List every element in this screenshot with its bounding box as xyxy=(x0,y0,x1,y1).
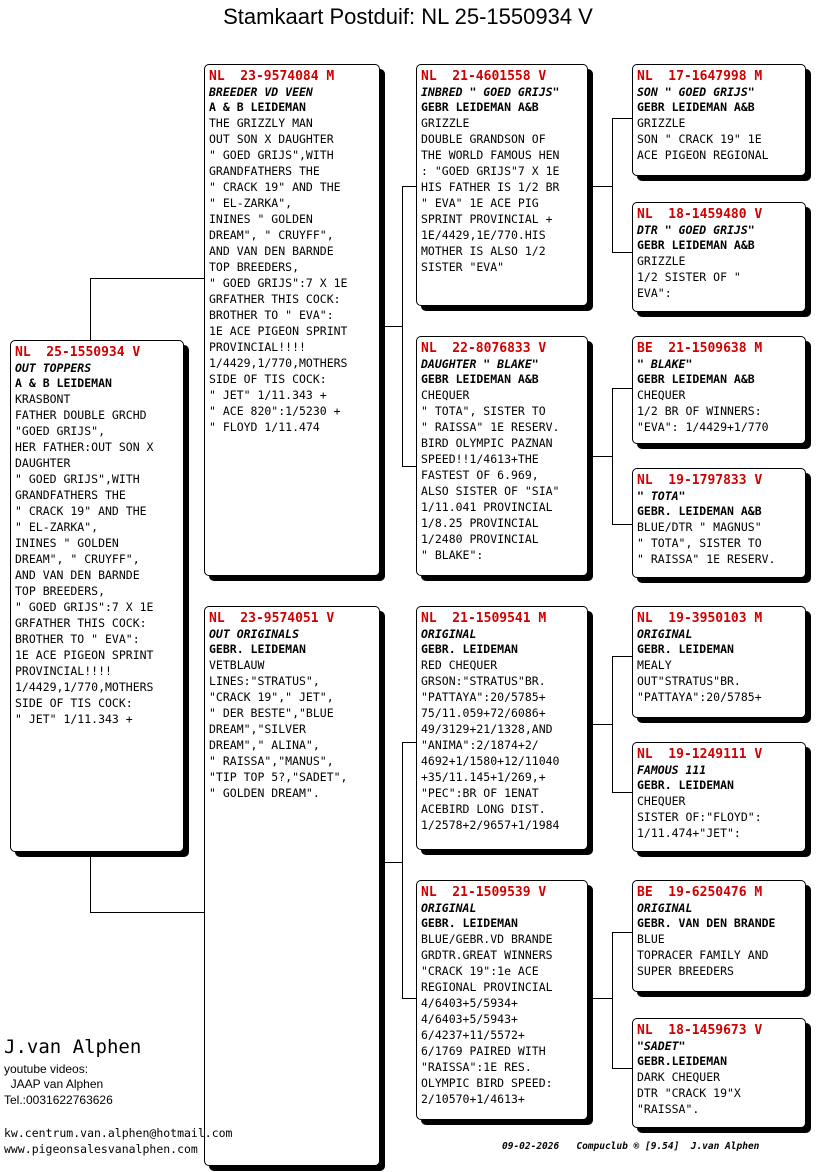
ring-number: NL 18-1459480 V xyxy=(637,207,763,222)
breeder-youtube: youtube videos: xyxy=(4,1062,89,1076)
info-line: TOP BREEDERS, xyxy=(209,260,300,274)
pigeon-name: FAMOUS 111 xyxy=(637,763,707,777)
info-line: OLYMPIC BIRD SPEED: xyxy=(421,1076,553,1090)
info-line: 49/3129+21/1328,AND xyxy=(421,722,553,736)
pigeon-color: CHEQUER xyxy=(637,794,686,808)
info-line: DOUBLE GRANDSON OF xyxy=(421,132,546,146)
ring-number: NL 18-1459673 V xyxy=(637,1023,763,1038)
connector xyxy=(612,118,634,119)
info-line: " GOED GRIJS":7 X 1E xyxy=(15,600,154,614)
pigeon-color: CHEQUER xyxy=(637,388,686,402)
connector xyxy=(612,524,634,525)
info-line: " JET" 1/11.343 + xyxy=(15,712,133,726)
owner-name: GEBR. LEIDEMAN xyxy=(637,778,734,792)
pigeon-color: RED CHEQUER xyxy=(421,658,498,672)
ring-number: NL 19-3950103 M xyxy=(637,611,763,626)
info-line: SIDE OF TIS COCK: xyxy=(15,696,133,710)
info-line: BROTHER TO " EVA": xyxy=(209,308,334,322)
info-line: " TOTA", SISTER TO xyxy=(637,536,762,550)
connector xyxy=(90,912,204,913)
pigeon-name: " TOTA" xyxy=(637,489,686,503)
pigeon-color: GRIZZLE xyxy=(637,116,686,130)
info-line: TOPRACER FAMILY AND xyxy=(637,948,769,962)
ring-number: NL 19-1797833 V xyxy=(637,473,763,488)
pigeon-color: MEALY xyxy=(637,658,672,672)
pigeon-color: CHEQUER xyxy=(421,388,470,402)
owner-name: GEBR. LEIDEMAN xyxy=(421,642,518,656)
breeder-email[interactable]: kw.centrum.van.alphen@hotmail.com xyxy=(4,1126,233,1140)
pigeon-color: BLUE/GEBR.VD BRANDE xyxy=(421,932,553,946)
info-line: : "GOED GRIJS"7 X 1E xyxy=(421,164,560,178)
connector xyxy=(590,724,612,725)
pigeon-color: DARK CHEQUER xyxy=(637,1070,721,1084)
info-line: "GOED GRIJS", xyxy=(15,424,106,438)
pigeon-name: ORIGINAL xyxy=(637,901,693,915)
info-line: " DER BESTE","BLUE xyxy=(209,706,334,720)
info-line: "EVA": 1/4429+1/770 xyxy=(637,420,769,434)
info-line: AND VAN DEN BARNDE xyxy=(209,244,334,258)
pigeon-color: THE GRIZZLY MAN xyxy=(209,116,313,130)
info-line: EVA": xyxy=(637,286,672,300)
connector xyxy=(612,932,613,1068)
pigeon-card-fmf[interactable] xyxy=(632,336,806,444)
info-line: OUT"STRATUS"BR. xyxy=(637,674,741,688)
connector xyxy=(90,278,91,342)
info-line: " EL-ZARKA", xyxy=(209,196,293,210)
info-line: FATHER DOUBLE GRCHD xyxy=(15,408,147,422)
info-line: LINES:"STRATUS", xyxy=(209,674,320,688)
info-line: ACEBIRD LONG DIST. xyxy=(421,802,546,816)
pigeon-card-mm[interactable] xyxy=(416,880,588,1120)
pigeon-name: BREEDER VD VEEN xyxy=(209,85,313,99)
info-line: 1E ACE PIGEON SPRINT xyxy=(15,648,154,662)
info-line: 1/2 BR OF WINNERS: xyxy=(637,404,762,418)
info-line: "ANIMA":2/1874+2/ xyxy=(421,738,539,752)
owner-name: GEBR LEIDEMAN A&B xyxy=(637,238,755,252)
info-line: " TOTA", SISTER TO xyxy=(421,404,546,418)
info-line: 4/6403+5/5943+ xyxy=(421,1012,518,1026)
owner-name: GEBR. VAN DEN BRANDE xyxy=(637,916,776,930)
info-line: PROVINCIAL!!!! xyxy=(209,340,306,354)
info-line: DREAM", " CRUYFF", xyxy=(15,552,140,566)
pigeon-card-fmm[interactable] xyxy=(632,468,806,578)
info-line: "PATTAYA":20/5785+ xyxy=(637,690,762,704)
ring-number: NL 22-8076833 V xyxy=(421,341,547,356)
info-line: 1/11.041 PROVINCIAL xyxy=(421,500,553,514)
owner-name: GEBR. LEIDEMAN A&B xyxy=(637,504,762,518)
pigeon-card-father[interactable] xyxy=(204,64,380,576)
info-line: 4/6403+5/5934+ xyxy=(421,996,518,1010)
breeder-website[interactable]: www.pigeonsalesvanalphen.com xyxy=(4,1142,198,1156)
info-line: BIRD OLYMPIC PAZNAN xyxy=(421,436,553,450)
info-line: 1/4429,1/770,MOTHERS xyxy=(209,356,348,370)
pigeon-name: ORIGINAL xyxy=(421,901,477,915)
info-line: DREAM","SILVER xyxy=(209,722,306,736)
connector xyxy=(90,278,204,279)
ring-number: NL 21-1509539 V xyxy=(421,885,547,900)
info-line: GRSON:"STRATUS"BR. xyxy=(421,674,546,688)
pigeon-name: ORIGINAL xyxy=(421,627,477,641)
pigeon-color: BLUE/DTR " MAGNUS" xyxy=(637,520,762,534)
owner-name: GEBR LEIDEMAN A&B xyxy=(421,100,539,114)
pigeon-name: OUT TOPPERS xyxy=(15,361,92,375)
info-line: DTR "CRACK 19"X xyxy=(637,1086,741,1100)
connector xyxy=(612,388,634,389)
pigeon-name: OUT ORIGINALS xyxy=(209,627,300,641)
info-line: 1/2 SISTER OF " xyxy=(637,270,741,284)
info-line: "CRACK 19":1e ACE xyxy=(421,964,539,978)
info-line: " GOED GRIJS",WITH xyxy=(15,472,140,486)
info-line: SPEED!!1/4613+THE xyxy=(421,452,539,466)
breeder-phone: Tel.:0031622763626 xyxy=(4,1093,113,1107)
connector xyxy=(612,252,634,253)
ring-number: NL 23-9574084 M xyxy=(209,69,335,84)
pigeon-card-ff[interactable] xyxy=(416,64,588,306)
info-line: 1/8.25 PROVINCIAL xyxy=(421,516,539,530)
info-line: HIS FATHER IS 1/2 BR xyxy=(421,180,560,194)
connector xyxy=(402,742,403,998)
connector xyxy=(90,850,91,912)
ring-number: NL 21-4601558 V xyxy=(421,69,547,84)
info-line: AND VAN DEN BARNDE xyxy=(15,568,140,582)
pigeon-card-mfm[interactable] xyxy=(632,742,806,852)
owner-name: GEBR LEIDEMAN A&B xyxy=(637,372,755,386)
info-line: " FLOYD 1/11.474 xyxy=(209,420,320,434)
info-line: ININES " GOLDEN xyxy=(209,212,313,226)
pigeon-name: DAUGHTER " BLAKE" xyxy=(421,357,539,371)
connector xyxy=(590,186,612,187)
pigeon-card-mff[interactable] xyxy=(632,606,806,718)
pigeon-name: " BLAKE" xyxy=(637,357,693,371)
ring-number: BE 19-6250476 M xyxy=(637,885,763,900)
info-line: GRFATHER THIS COCK: xyxy=(209,292,341,306)
info-line: 1/2480 PROVINCIAL xyxy=(421,532,539,546)
pigeon-color: GRIZZLE xyxy=(421,116,470,130)
pigeon-card-subject[interactable] xyxy=(10,340,184,852)
info-line: SISTER "EVA" xyxy=(421,260,505,274)
pigeon-card-mf[interactable] xyxy=(416,606,588,850)
connector xyxy=(590,998,612,999)
info-line: ININES " GOLDEN xyxy=(15,536,119,550)
info-line: 1E/4429,1E/770.HIS xyxy=(421,228,546,242)
info-line: DREAM", " CRUYFF", xyxy=(209,228,334,242)
info-line: SPRINT PROVINCIAL + xyxy=(421,212,553,226)
info-line: SISTER OF:"FLOYD": xyxy=(637,810,762,824)
info-line: 6/1769 PAIRED WITH xyxy=(421,1044,546,1058)
footer-stamp: 09-02-2026 Compuclub ® [9.54] J.van Alphen xyxy=(502,1141,760,1152)
ring-number: NL 23-9574051 V xyxy=(209,611,335,626)
info-line: " RAISSA","MANUS", xyxy=(209,754,334,768)
connector xyxy=(612,792,634,793)
breeder-contact: JAAP van Alphen xyxy=(4,1077,104,1091)
info-line: MOTHER IS ALSO 1/2 xyxy=(421,244,546,258)
info-line: " RAISSA" 1E RESERV. xyxy=(421,420,560,434)
info-line: 2/10570+1/4613+ xyxy=(421,1092,525,1106)
pigeon-name: "SADET" xyxy=(637,1039,686,1053)
connector xyxy=(612,656,634,657)
info-line: " RAISSA" 1E RESERV. xyxy=(637,552,776,566)
info-line: "TIP TOP 5?,"SADET", xyxy=(209,770,348,784)
info-line: HER FATHER:OUT SON X xyxy=(15,440,154,454)
info-line: " GOLDEN DREAM". xyxy=(209,786,320,800)
info-line: SIDE OF TIS COCK: xyxy=(209,372,327,386)
info-line: "CRACK 19"," JET", xyxy=(209,690,334,704)
connector xyxy=(402,186,403,466)
info-line: DAUGHTER xyxy=(15,456,71,470)
pigeon-color: KRASBONT xyxy=(15,392,71,406)
info-line: " CRACK 19" AND THE xyxy=(15,504,147,518)
info-line: 1/4429,1/770,MOTHERS xyxy=(15,680,154,694)
info-line: GRANDFATHERS THE xyxy=(209,164,320,178)
info-line: " GOED GRIJS",WITH xyxy=(209,148,334,162)
connector xyxy=(612,656,613,792)
info-line: " JET" 1/11.343 + xyxy=(209,388,327,402)
ring-number: NL 19-1249111 V xyxy=(637,747,763,762)
owner-name: GEBR.LEIDEMAN xyxy=(637,1054,728,1068)
info-line: GRANDFATHERS THE xyxy=(15,488,126,502)
info-line: " EVA" 1E ACE PIG xyxy=(421,196,539,210)
info-line: GRDTR.GREAT WINNERS xyxy=(421,948,553,962)
pigeon-name: ORIGINAL xyxy=(637,627,693,641)
info-line: PROVINCIAL!!!! xyxy=(15,664,112,678)
pigeon-name: DTR " GOED GRIJS" xyxy=(637,223,755,237)
pigeon-card-mother[interactable] xyxy=(204,606,380,1166)
info-line: " EL-ZARKA", xyxy=(15,520,99,534)
info-line: OUT SON X DAUGHTER xyxy=(209,132,334,146)
info-line: " CRACK 19" AND THE xyxy=(209,180,341,194)
ring-number: BE 21-1509638 M xyxy=(637,341,763,356)
ring-number: NL 17-1647998 M xyxy=(637,69,763,84)
owner-name: A & B LEIDEMAN xyxy=(15,376,112,390)
connector xyxy=(612,388,613,524)
info-line: REGIONAL PROVINCIAL xyxy=(421,980,553,994)
info-line: BROTHER TO " EVA": xyxy=(15,632,140,646)
info-line: GRFATHER THIS COCK: xyxy=(15,616,147,630)
info-line: " GOED GRIJS":7 X 1E xyxy=(209,276,348,290)
pigeon-name: SON " GOED GRIJS" xyxy=(637,85,755,99)
ring-number: NL 21-1509541 M xyxy=(421,611,547,626)
info-line: 1E ACE PIGEON SPRINT xyxy=(209,324,348,338)
pigeon-color: VETBLAUW xyxy=(209,658,265,672)
info-line: "RAISSA":1E RES. xyxy=(421,1060,532,1074)
page-title: Stamkaart Postduif: NL 25-1550934 V xyxy=(223,4,593,29)
ring-number: NL 25-1550934 V xyxy=(15,345,141,360)
owner-name: GEBR LEIDEMAN A&B xyxy=(421,372,539,386)
pigeon-card-fff[interactable] xyxy=(632,64,806,176)
info-line: +35/11.145+1/269,+ xyxy=(421,770,546,784)
info-line: "RAISSA". xyxy=(637,1102,700,1116)
info-line: "PEC":BR OF 1ENAT xyxy=(421,786,539,800)
pigeon-card-fm[interactable] xyxy=(416,336,588,576)
connector xyxy=(612,1068,634,1069)
info-line: 1/2578+2/9657+1/1984 xyxy=(421,818,560,832)
info-line: ACE PIGEON REGIONAL xyxy=(637,148,769,162)
info-line: ALSO SISTER OF "SIA" xyxy=(421,484,560,498)
pigeon-card-mmm[interactable] xyxy=(632,1018,806,1128)
pigeon-name: INBRED " GOED GRIJS" xyxy=(421,85,560,99)
info-line: 4692+1/1580+12/11040 xyxy=(421,754,560,768)
pigeon-color: BLUE xyxy=(637,932,665,946)
info-line: THE WORLD FAMOUS HEN xyxy=(421,148,560,162)
info-line: TOP BREEDERS, xyxy=(15,584,106,598)
info-line: SON " CRACK 19" 1E xyxy=(637,132,762,146)
breeder-name: J.van Alphen xyxy=(4,1036,142,1058)
info-line: FASTEST OF 6.969, xyxy=(421,468,539,482)
pigeon-card-mmf[interactable] xyxy=(632,880,806,992)
owner-name: GEBR. LEIDEMAN xyxy=(421,916,518,930)
owner-name: GEBR LEIDEMAN A&B xyxy=(637,100,755,114)
connector xyxy=(382,862,402,863)
info-line: 1/11.474+"JET": xyxy=(637,826,741,840)
info-line: SUPER BREEDERS xyxy=(637,964,734,978)
info-line: " ACE 820":1/5230 + xyxy=(209,404,341,418)
owner-name: A & B LEIDEMAN xyxy=(209,100,306,114)
pigeon-color: GRIZZLE xyxy=(637,254,686,268)
owner-name: GEBR. LEIDEMAN xyxy=(209,642,306,656)
connector xyxy=(612,932,634,933)
owner-name: GEBR. LEIDEMAN xyxy=(637,642,734,656)
info-line: "PATTAYA":20/5785+ xyxy=(421,690,546,704)
info-line: 6/4237+11/5572+ xyxy=(421,1028,525,1042)
info-line: DREAM"," ALINA", xyxy=(209,738,320,752)
info-line: " BLAKE": xyxy=(421,548,484,562)
connector xyxy=(612,118,613,252)
connector xyxy=(382,326,402,327)
pigeon-card-ffm[interactable] xyxy=(632,202,806,312)
info-line: 75/11.059+72/6086+ xyxy=(421,706,546,720)
connector xyxy=(590,456,612,457)
